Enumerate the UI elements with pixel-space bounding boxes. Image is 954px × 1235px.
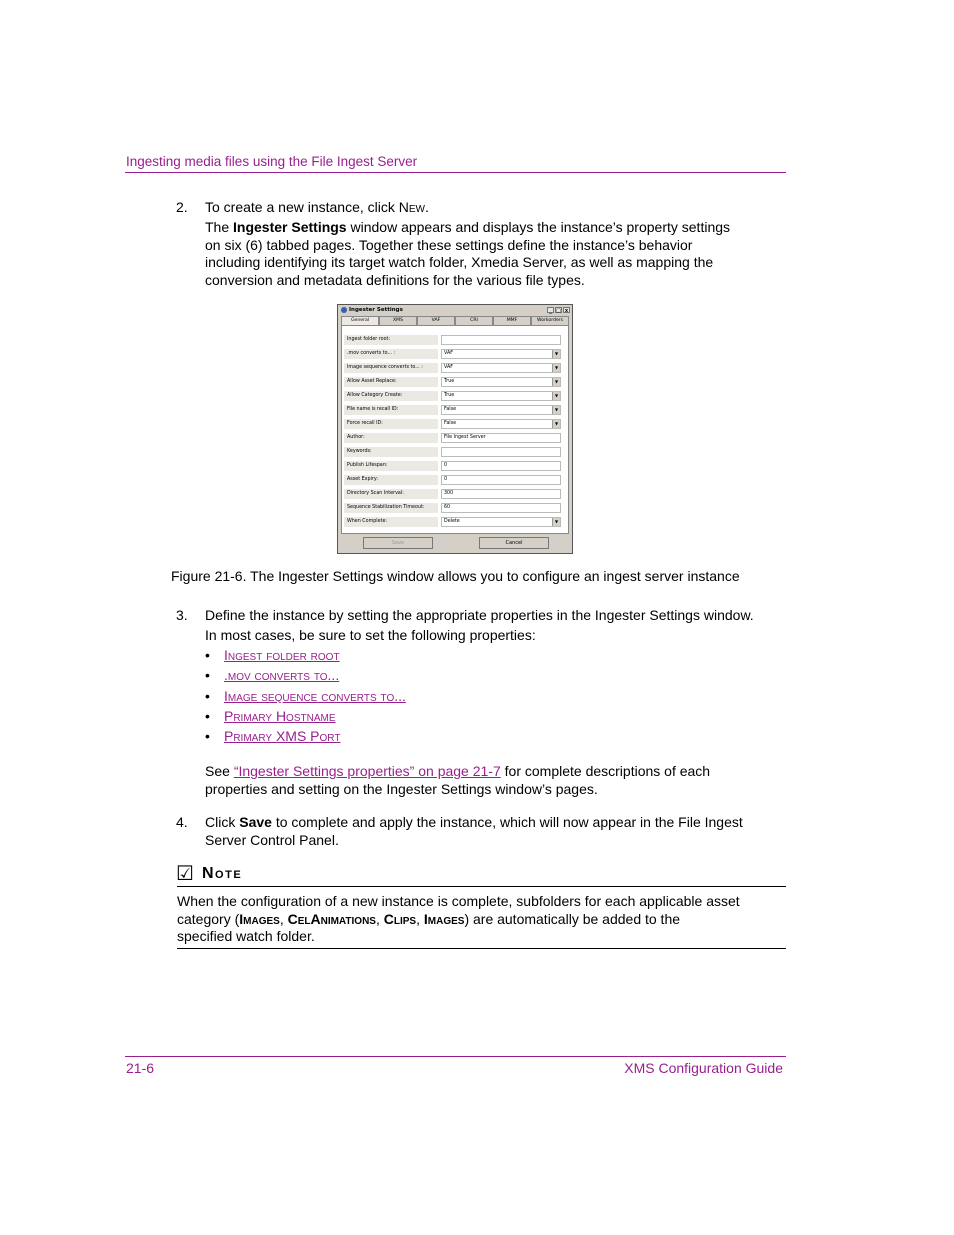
step-2-instruction: To create a new instance, click New. (205, 199, 429, 215)
cancel-button[interactable]: Cancel (479, 537, 549, 549)
ingester-settings-dialog (337, 304, 573, 554)
see-also-paragraph: See “Ingester Settings properties” on page 21-7 for complete descriptions of each properties and setting on the Ingester Settings window’s pages. (205, 763, 711, 797)
close-button[interactable]: x (564, 308, 569, 314)
mov-converts-select[interactable]: VAF ▼ (441, 349, 561, 359)
page-number: 21-6 (126, 1060, 155, 1076)
tab-general[interactable]: General (341, 316, 379, 325)
dialog-title-bar (339, 306, 571, 315)
footer-rule (125, 1056, 786, 1057)
header-rule (125, 172, 786, 173)
app-icon (341, 307, 347, 313)
list-item: • .mov converts to... (205, 667, 340, 684)
save-button[interactable]: Save (363, 537, 433, 549)
keywords-field[interactable] (441, 447, 561, 457)
allow-asset-replace-select[interactable]: True ▼ (441, 377, 561, 387)
maximize-button[interactable]: □ (556, 308, 561, 314)
property-row-allow-category-create: Allow Category Create: True ▼ (344, 390, 566, 402)
step-3-text: Define the instance by setting the appropriate properties in the Ingester Settings window. In most cases, be sure to set the following properties: (205, 607, 754, 643)
guide-title: XMS Configuration Guide (624, 1060, 783, 1076)
property-row-when-complete: When Complete: Delete ▼ (344, 516, 566, 528)
chevron-down-icon[interactable]: ▼ (552, 378, 560, 386)
running-header: Ingesting media files using the File Ingest Server (126, 154, 418, 169)
minimize-button[interactable]: _ (547, 307, 554, 313)
tab-vaf[interactable]: VAF (417, 316, 455, 325)
link-image-sequence-converts-to[interactable]: Image sequence converts to... (224, 687, 406, 704)
ingest-folder-root-field[interactable] (441, 335, 561, 345)
chevron-down-icon[interactable]: ▼ (552, 420, 560, 428)
link-primary-hostname[interactable]: Primary Hostname (224, 707, 336, 724)
note-bottom-rule (177, 948, 786, 949)
list-item: • Primary Hostname (205, 707, 336, 724)
property-row-mov-converts: .mov converts to... : VAF ▼ (344, 348, 566, 360)
allow-category-create-select[interactable]: True ▼ (441, 391, 561, 401)
property-row-directory-scan-interval: Directory Scan Interval: 300 (344, 488, 566, 500)
note-top-rule (177, 886, 786, 887)
note-heading: Note (202, 865, 243, 882)
property-row-ingest-folder-root: Ingest folder root: (344, 334, 566, 346)
step-3-number: 3. (176, 607, 188, 623)
tab-xms[interactable]: XMS (379, 316, 417, 325)
link-ingest-folder-root[interactable]: Ingest folder root (224, 647, 340, 663)
property-row-asset-expiry: Asset Expiry: 0 (344, 474, 566, 486)
step-2-paragraph: The Ingester Settings window appears and displays the instance’s property settings on six (6) tabbed pages. Together these settings define the instance’s behavior including identifying its target watch folder, Xmedia Server, as well as mapping the conversion and metadata definitions for the various file types. (205, 219, 731, 288)
property-row-author: Author: File Ingest Server (344, 432, 566, 444)
tab-cri[interactable]: CRI (455, 316, 493, 325)
chevron-down-icon[interactable]: ▼ (552, 364, 560, 372)
sequence-stabilization-timeout-field[interactable]: 60 (441, 503, 561, 513)
step-4-text: Click Save to complete and apply the instance, which will now appear in the File Ingest Server Control Panel. (205, 814, 743, 848)
link-mov-converts-to[interactable]: .mov converts to... (224, 667, 340, 684)
tab-mmf[interactable]: MMF (493, 316, 531, 325)
property-row-publish-lifespan: Publish Lifespan: 0 (344, 460, 566, 472)
chevron-down-icon[interactable]: ▼ (552, 350, 560, 358)
dialog-title: Ingester Settings (349, 307, 403, 313)
general-property-grid (341, 325, 569, 534)
dialog-tabs (341, 316, 569, 325)
new-keyword: New (398, 199, 425, 215)
property-row-file-name-recall-id: File name is recall ID: False ▼ (344, 404, 566, 416)
file-name-recall-id-select[interactable]: False ▼ (441, 405, 561, 415)
force-recall-id-select[interactable]: False ▼ (441, 419, 561, 429)
step-4-number: 4. (176, 814, 188, 830)
property-row-keywords: Keywords: (344, 446, 566, 458)
property-link-list (205, 647, 406, 748)
asset-expiry-field[interactable]: 0 (441, 475, 561, 485)
property-row-sequence-stabilization-timeout: Sequence Stabilization Timeout: 60 (344, 502, 566, 514)
when-complete-select[interactable]: Delete ▼ (441, 517, 561, 527)
chevron-down-icon[interactable]: ▼ (552, 392, 560, 400)
property-row-image-sequence-converts: Image sequence converts to... : VAF ▼ (344, 362, 566, 374)
author-field[interactable]: File Ingest Server (441, 433, 561, 443)
directory-scan-interval-field[interactable]: 300 (441, 489, 561, 499)
ingester-settings-properties-link[interactable]: “Ingester Settings properties” on page 21-7 (233, 763, 501, 779)
chevron-down-icon[interactable]: ▼ (552, 406, 560, 414)
tab-workorders[interactable]: Workorders (531, 316, 569, 325)
step-2-number: 2. (176, 199, 188, 215)
list-item: • Image sequence converts to... (205, 687, 406, 704)
checkbox-icon: ☑ (176, 863, 194, 885)
chevron-down-icon[interactable]: ▼ (552, 518, 560, 526)
property-row-allow-asset-replace: Allow Asset Replace: True ▼ (344, 376, 566, 388)
list-item: • Ingest folder root (205, 647, 340, 663)
publish-lifespan-field[interactable]: 0 (441, 461, 561, 471)
figure-caption: Figure 21-6. The Ingester Settings window allows you to configure an ingest server instance (171, 568, 740, 584)
image-sequence-converts-select[interactable]: VAF ▼ (441, 363, 561, 373)
note-body: When the configuration of a new instance is complete, subfolders for each applicable asset category (Images, CelAnimations, Clips, Images) are automatically be added to the specified watch folder. (177, 893, 740, 944)
list-item: • Primary XMS Port (205, 728, 341, 745)
link-primary-xms-port[interactable]: Primary XMS Port (224, 728, 341, 745)
property-row-force-recall-id: Force recall ID: False ▼ (344, 418, 566, 430)
